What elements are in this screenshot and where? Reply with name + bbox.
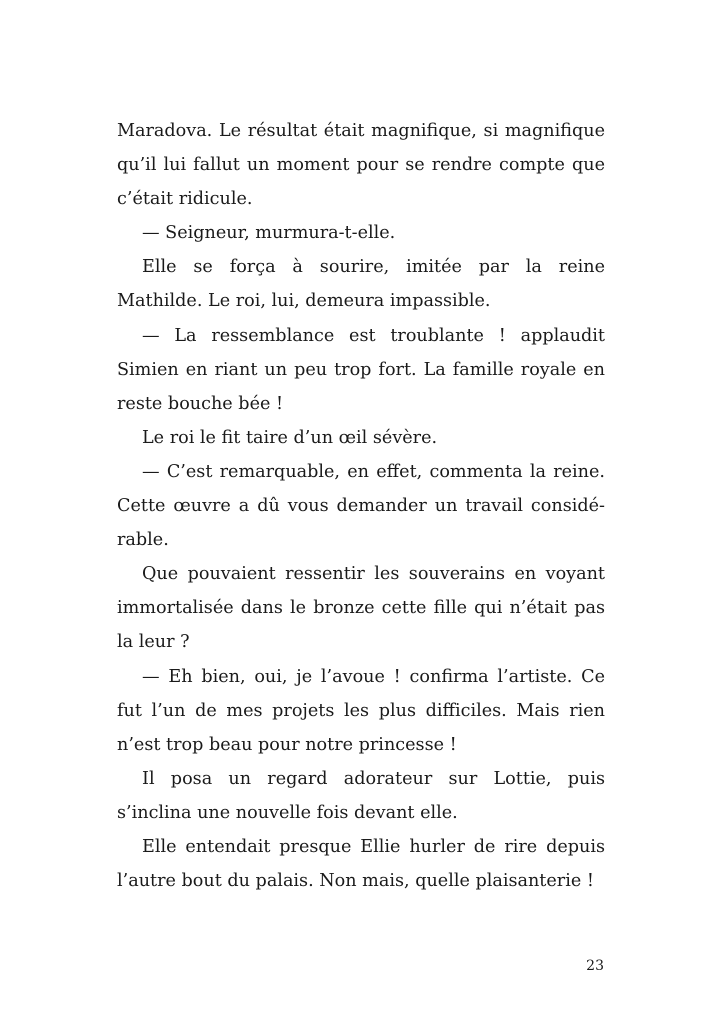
paragraph: — Eh bien, oui, je l’avoue ! confirma l’artiste. Ce fut l’un de mes projets les plus difficiles. Mais rien n’est trop beau pour notre princesse !	[117, 666, 605, 755]
paragraph: Il posa un regard adorateur sur Lottie, puis s’inclina une nouvelle fois devant elle.	[117, 768, 605, 823]
paragraph: Le roi le fit taire d’un œil sévère.	[142, 427, 438, 448]
paragraph: Maradova. Le résultat était magnifique, si magnifique qu’il lui fallut un moment pour se rendre compte que c’était ridicule.	[117, 121, 605, 210]
body-text	[117, 114, 605, 898]
paragraph: Elle se força à sourire, imitée par la reine Mathilde. Le roi, lui, demeura impassible.	[117, 257, 605, 312]
paragraph: Que pouvaient ressentir les souverains en voyant immortalisée dans le bronze cette fille qui n’était pas la leur ?	[117, 564, 605, 653]
paragraph: Elle entendait presque Ellie hurler de rire depuis l’autre bout du palais. Non mais, quelle plaisanterie !	[117, 836, 605, 892]
paragraph: — La ressemblance est troublante ! applaudit Simien en riant un peu trop fort. La famille royale en reste bouche bée !	[117, 325, 605, 414]
page-number: 23	[586, 958, 604, 974]
paragraph: — Seigneur, murmura-t-elle.	[142, 223, 396, 244]
paragraph: — C’est remarquable, en effet, commenta la reine. Cette œuvre a dû vous demander un travail considérable.	[117, 461, 605, 551]
